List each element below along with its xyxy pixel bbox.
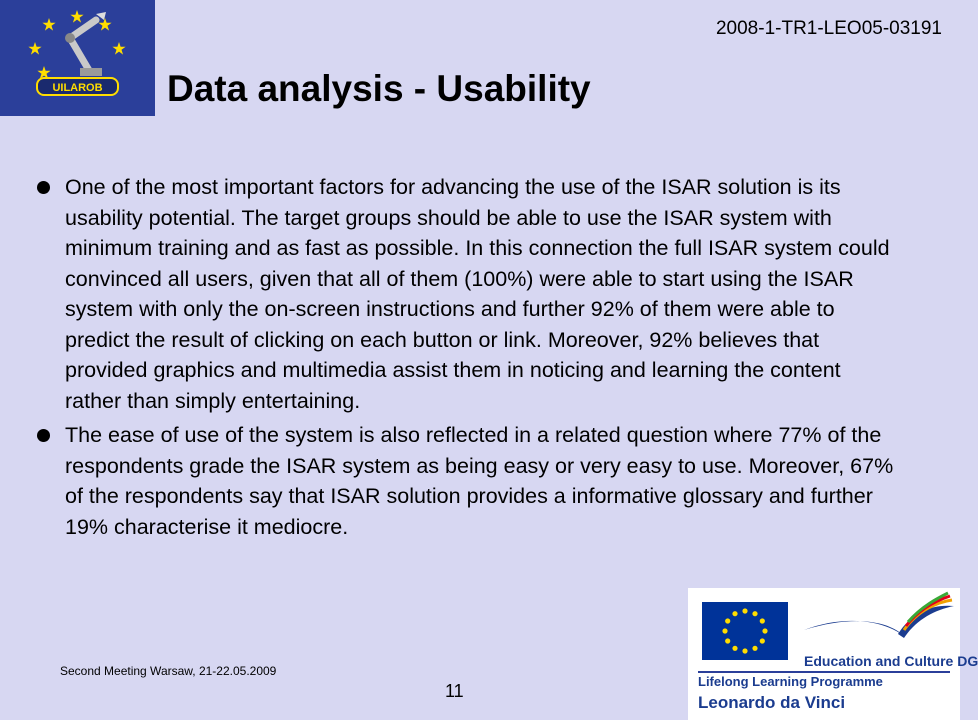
list-item [36, 420, 896, 542]
page-number: 11 [445, 681, 464, 701]
bullet-text: The ease of use of the system is also reflected in a related question where 77% of the respondents grade the ISAR system as being easy or very easy to use. Moreover, 67% of the respondents say that ISAR solution provides a informative glossary and further 19% characterise it mediocre. [65, 423, 894, 539]
uilarob-logo [0, 0, 155, 116]
programme-swoosh-icon [800, 594, 956, 654]
slide-title: Data analysis - Usability [167, 68, 591, 109]
bullet-icon [37, 429, 50, 442]
logo-text: UILAROB [52, 82, 103, 94]
bullet-icon [37, 181, 50, 194]
eu-flag-icon [702, 602, 788, 660]
bullet-list [36, 172, 896, 546]
bullet-text: One of the most important factors for advancing the use of the ISAR solution is its usability potential. The target groups should be able to use the ISAR system with minimum training and as fast as possible. In this connection the full ISAR system could convinced all users, given that all of them (100%) were able to start using the ISAR system with only the on-screen instructions and further 92% of them were able to predict the result of clicking on each button or link. Moreover, 92% believes that provided graphics and multimedia assist them in noticing and learning the content rather than simply entertaining. [65, 175, 890, 413]
project-code: 2008-1-TR1-LEO05-03191 [715, 18, 942, 39]
list-item [36, 172, 896, 416]
robot-arm-icon [0, 0, 155, 116]
leonardo-label: Leonardo da Vinci [698, 693, 846, 712]
footer-meeting: Second Meeting Warsaw, 21-22.05.2009 [60, 664, 277, 678]
divider [698, 671, 950, 673]
lifelong-learning-label: Lifelong Learning Programme [698, 674, 883, 689]
eu-branding-panel [688, 588, 978, 720]
education-culture-label: Education and Culture DG [804, 653, 978, 669]
